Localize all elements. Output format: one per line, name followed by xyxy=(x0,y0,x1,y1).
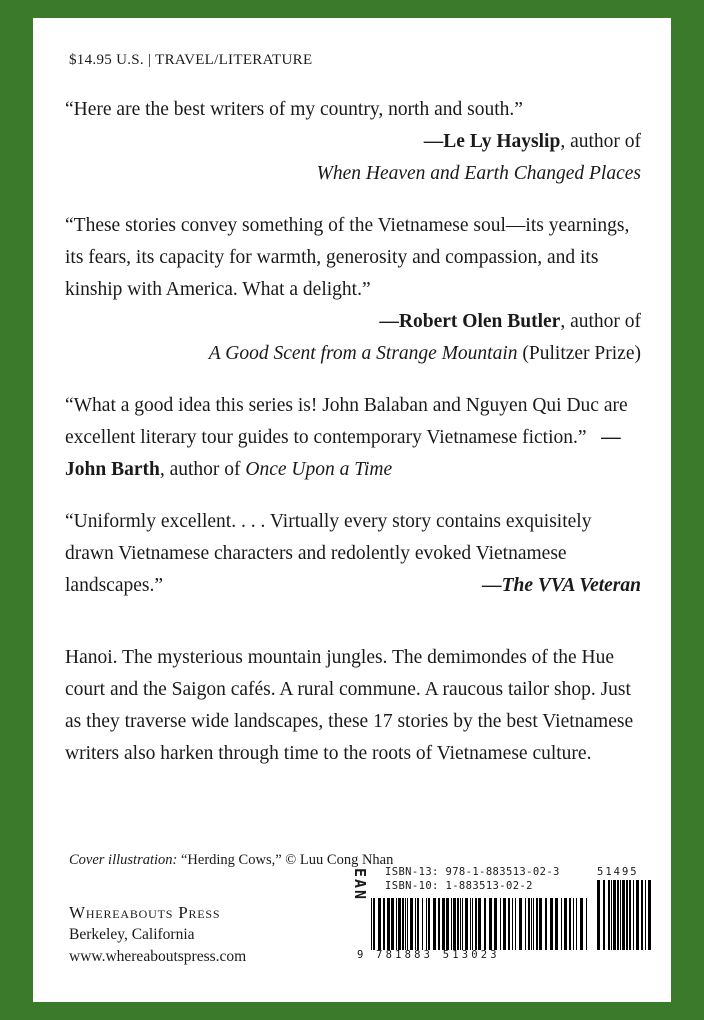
cover-credit xyxy=(69,850,393,870)
barcode-bar xyxy=(528,898,530,950)
barcode-bar xyxy=(457,898,459,950)
barcode-bar xyxy=(503,898,506,950)
back-cover xyxy=(33,18,671,1002)
barcode-bar xyxy=(407,898,408,950)
barcode-bar xyxy=(460,898,461,950)
barcode-bar xyxy=(383,898,385,950)
barcode-bar xyxy=(453,898,456,950)
barcode-bar xyxy=(438,898,440,950)
quote-text: “These stories convey something of the Vietnamese soul—its yearnings, its fears, its capacity for warmth, generosity and compassion, and its kinship with America. What a delight.” xyxy=(65,215,630,300)
barcode-bar xyxy=(417,898,419,950)
barcode-bar xyxy=(611,880,612,950)
barcode-bar xyxy=(576,898,577,950)
attribution-name: —The VVA Veteran xyxy=(482,575,641,596)
quote-attribution xyxy=(65,126,641,158)
barcode-bar xyxy=(608,880,610,950)
barcode-bar xyxy=(433,898,436,950)
barcode-bar xyxy=(428,898,430,950)
credit-label: Cover illustration: xyxy=(69,852,178,868)
price-barcode xyxy=(597,880,651,950)
barcode-bar xyxy=(373,898,375,950)
barcode-bar xyxy=(555,898,558,950)
barcode-bar xyxy=(573,898,574,950)
barcode-bar xyxy=(613,880,616,950)
barcode-bar xyxy=(533,898,534,950)
barcode-bar xyxy=(603,880,605,950)
barcode-bar xyxy=(371,898,372,950)
quote-hayslip xyxy=(65,94,641,190)
barcode-bar xyxy=(494,898,497,950)
barcode-bar xyxy=(636,880,639,950)
barcode-bar xyxy=(470,898,471,950)
attribution-name: —Le Ly Hayslip xyxy=(423,131,561,152)
quote-butler xyxy=(65,210,641,370)
barcode-bar xyxy=(641,880,643,950)
quote-text: “Uniformly excellent. . . . Virtually every story contains exquisitely drawn Vietnamese characters and redolently evoked Vietnamese landscapes.” xyxy=(65,511,592,596)
book-blurb: Hanoi. The mysterious mountain jungles. The demimondes of the Hue court and the Saigon cafés. A rural commune. A raucous tailor shop. Just as they traverse wide landscapes, these 17 stories by the best Vietnamese writers also harken through time to the roots of Vietnamese culture. xyxy=(65,647,634,764)
attribution-name: —John Barth xyxy=(65,427,621,480)
barcode-bar xyxy=(539,898,542,950)
barcode-bar xyxy=(500,898,501,950)
barcode-bar xyxy=(478,898,481,950)
isbn10-text: ISBN-10: 1-883513-02-2 xyxy=(385,880,533,892)
barcode-bar xyxy=(462,898,463,950)
barcode-bar xyxy=(446,898,449,950)
barcode-bar xyxy=(405,898,406,950)
barcode-bar xyxy=(515,898,516,950)
barcode-bar xyxy=(415,898,416,950)
quote-text: “Here are the best writers of my country, north and south.” xyxy=(65,99,523,120)
barcode-bar xyxy=(620,880,621,950)
barcode-bar xyxy=(597,880,600,950)
barcode-bar xyxy=(451,898,452,950)
price-category-line: $14.95 U.S. | TRAVEL/LITERATURE xyxy=(69,52,313,68)
attribution-work: A Good Scent from a Strange Mountain xyxy=(208,343,518,364)
barcode-bar xyxy=(536,898,538,950)
barcode-bar xyxy=(378,898,381,950)
publisher-url[interactable]: www.whereaboutspress.com xyxy=(69,948,247,965)
quote-barth xyxy=(65,390,641,486)
quote-vva xyxy=(65,506,641,602)
attribution-work: When Heaven and Earth Changed Places xyxy=(316,163,641,184)
barcode-bar xyxy=(648,880,651,950)
barcode-bar xyxy=(391,898,394,950)
quote-text: “What a good idea this series is! John Balaban and Nguyen Qui Duc are excellent literary tour guides to contemporary Vietnamese fiction.” xyxy=(65,395,628,448)
barcode-bar xyxy=(410,898,413,950)
barcode-bar xyxy=(629,880,631,950)
quote-attribution xyxy=(65,306,641,338)
barcode-bar xyxy=(569,898,571,950)
attribution-name: —Robert Olen Butler xyxy=(379,311,561,332)
price-code-digits: 51495 xyxy=(597,866,639,878)
attribution-suffix: , author of xyxy=(560,131,641,152)
barcode-bar xyxy=(398,898,401,950)
barcode-bar xyxy=(475,898,477,950)
barcode-bar xyxy=(561,898,562,950)
barcode-bar xyxy=(472,898,473,950)
barcode-bar xyxy=(519,898,522,950)
barcode-bar xyxy=(545,898,547,950)
attribution-suffix: , author of xyxy=(159,459,246,480)
barcode-bar xyxy=(508,898,510,950)
barcode-bar xyxy=(484,898,486,950)
barcode-bar xyxy=(512,898,513,950)
barcode-bar xyxy=(531,898,532,950)
barcode-bar xyxy=(564,898,567,950)
barcode-bar xyxy=(617,880,619,950)
barcode-bar xyxy=(586,898,587,950)
barcode-bar xyxy=(626,880,628,950)
attribution-work: Once Upon a Time xyxy=(245,459,393,480)
barcode-bar xyxy=(396,898,397,950)
barcode-bar xyxy=(633,880,634,950)
barcode-bar xyxy=(580,898,583,950)
barcode-bar xyxy=(422,898,423,950)
ean-barcode xyxy=(371,898,591,950)
barcode-digits: 9 781883 513023 xyxy=(357,949,500,961)
publisher-block xyxy=(69,902,246,968)
attribution-suffix: , author of xyxy=(560,311,641,332)
attribution-note: (Pulitzer Prize) xyxy=(517,343,641,364)
credit-text: “Herding Cows,” © Luu Cong Nhan xyxy=(177,852,394,868)
barcode-bar xyxy=(645,880,646,950)
barcode-bar xyxy=(402,898,404,950)
barcode-bar xyxy=(465,898,468,950)
barcode-area xyxy=(351,866,651,966)
barcode-bar xyxy=(387,898,390,950)
barcode-bar xyxy=(489,898,492,950)
publisher-name: Whereabouts Press xyxy=(69,903,221,922)
barcode-bar xyxy=(550,898,553,950)
ean-label: EAN xyxy=(351,868,369,902)
publisher-city: Berkeley, California xyxy=(69,926,195,943)
barcode-bar xyxy=(525,898,526,950)
barcode-bar xyxy=(426,898,427,950)
isbn13-text: ISBN-13: 978-1-883513-02-3 xyxy=(385,866,560,878)
barcode-bar xyxy=(622,880,625,950)
barcode-bar xyxy=(442,898,445,950)
